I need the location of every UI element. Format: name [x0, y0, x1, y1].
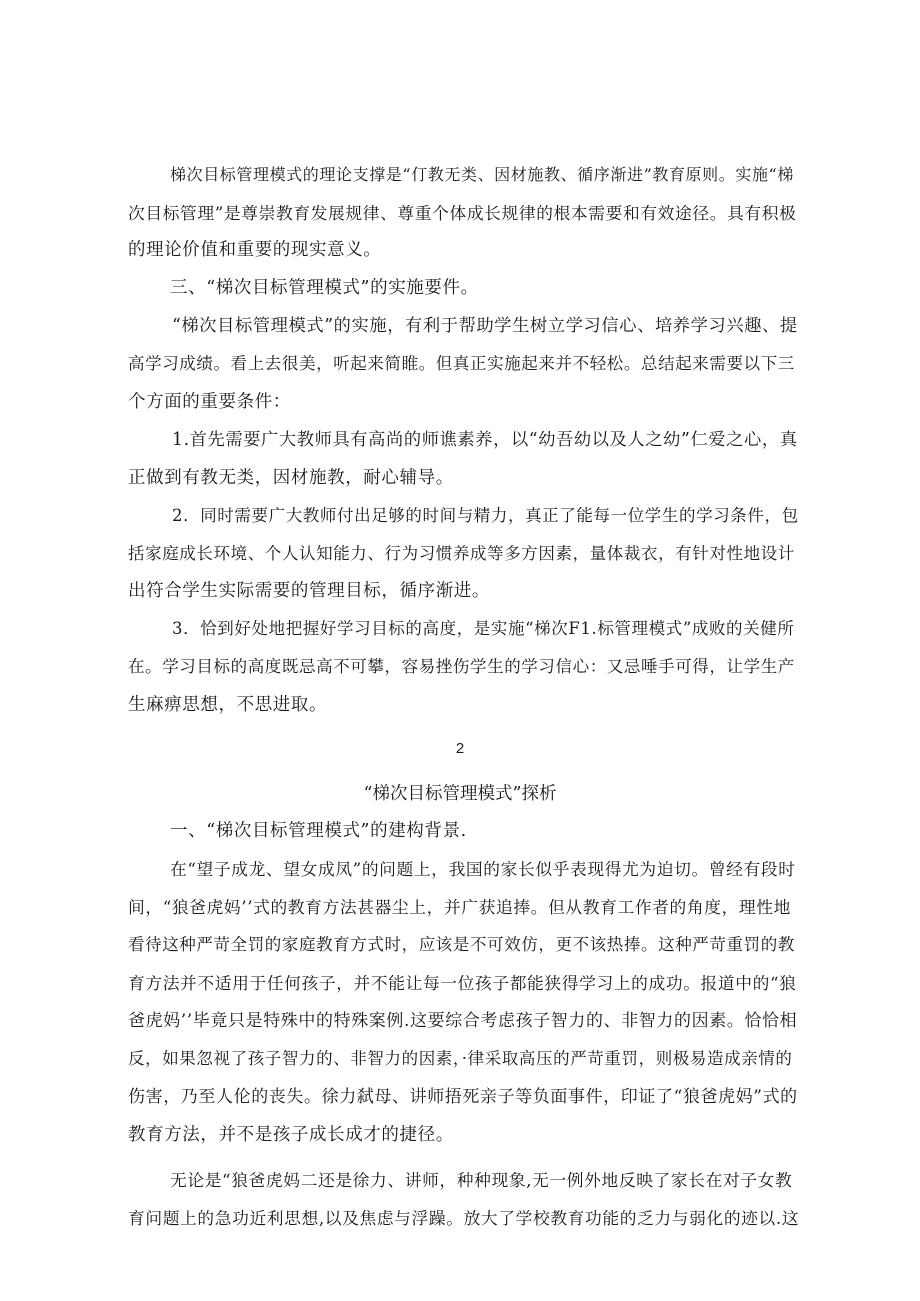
- list-item-line: 3．恰到好处地把握好学习目标的高度，是实施“梯次F1.标管理模式”成败的关健所: [172, 619, 795, 638]
- paragraph-line: 育方法并不适用于任何孩子，并不能让每一位孩子都能狭得学习上的成功。报道中的“狼: [128, 973, 797, 993]
- list-item-line: 括家庭成长环境、个人认知能力、行为习惯养成等多方因素，量体裁衣，有针对性地设计: [128, 544, 795, 563]
- paragraph-line: 的理论价值和重要的现实意义。: [128, 240, 382, 260]
- paragraph-line: 育问题上的急功近利思想,以及焦虑与浮躁。放大了学校教育功能的乏力与弱化的迹以.这: [128, 1208, 800, 1228]
- paragraph-line: 个方面的重要条件：: [128, 392, 291, 412]
- paragraph-line: 高学习成绩。看上去很美，听起来简睢。但真正实施起来并不轻松。总结起来需要以下三: [128, 354, 795, 373]
- page-number: 2: [455, 740, 465, 757]
- list-item-line: 在。学习目标的高度既忌高不可攀，容易挫伤学生的学习信心：又忌唾手可得，让学生产: [128, 657, 795, 676]
- paragraph-line: 无论是“狼爸虎妈二还是徐力、讲师，种种现象,无一例外地反映了家长在对子女教: [170, 1170, 793, 1190]
- paragraph-line: 在“望子成龙、望女成凤”的问题上，我国的家长似乎表现得尤为迫切。曾经有段时: [170, 859, 796, 879]
- section-heading: 三、“梯次目标管理模式”的实施要件。: [170, 278, 479, 298]
- paragraph-line: 爸虎妈’’毕竟只是特殊中的特殊案例.这要综合考虑孩子智力的、非智力的因素。恰恰相: [128, 1011, 798, 1031]
- list-item-line: 1.首先需要广大教师具有高尚的师谯素养，以“幼吾幼以及人之幼”仁爱之心，真: [172, 430, 798, 450]
- paragraph-line: 教育方法，并不是孩子成长成才的捷径。: [128, 1125, 454, 1145]
- paragraph-line: 间，“狼爸虎妈’’式的教育方法甚器尘上，并广获追捧。但从教育工作者的角度，理性地: [128, 897, 791, 917]
- list-item-line: 正做到有教无类，因材施教，耐心辅导。: [128, 468, 454, 488]
- list-item-line: 出符合学生实际需要的管理目标，循序渐进。: [128, 581, 490, 601]
- paragraph-line: 看待这种严苛全罚的家庭教育方式时，应该是不可效仿，更不该热捧。这种严苛重罚的教: [128, 935, 795, 954]
- list-item-line: 生麻痹思想，不思进取。: [128, 695, 328, 715]
- article-title: “梯次目标管理模式”探析: [363, 784, 557, 804]
- paragraph-line: 梯次目标管理模式的理论支撑是“仃教无类、因材施教、循序渐进”教育原则。实施“梯: [170, 165, 794, 184]
- paragraph-line: “梯次目标管理模式”的实施，有利于帮助学生树立学习信心、培养学习兴趣、提: [172, 316, 798, 336]
- paragraph-line: 伤害，乃至人伦的丧失。徐力弑母、讲师捂死亲子等负面事件，印证了“狼爸虎妈”式的: [128, 1087, 798, 1107]
- paragraph-line: 反，如果忽视了孩子智力的、非智力的因素，·律采取高压的严苛重罚，则极易造成亲情的: [128, 1049, 793, 1068]
- section-heading: 一、“梯次目标管理模式”的建构背景.: [170, 821, 467, 841]
- paragraph-line: 次目标管理”是尊崇教育发展规律、尊重个体成长规律的根本需要和有效途径。具有积极: [128, 203, 797, 223]
- list-item-line: 2．同时需要广大教师付出足够的时间与精力，真正了能每一位学生的学习条件，包: [172, 506, 799, 525]
